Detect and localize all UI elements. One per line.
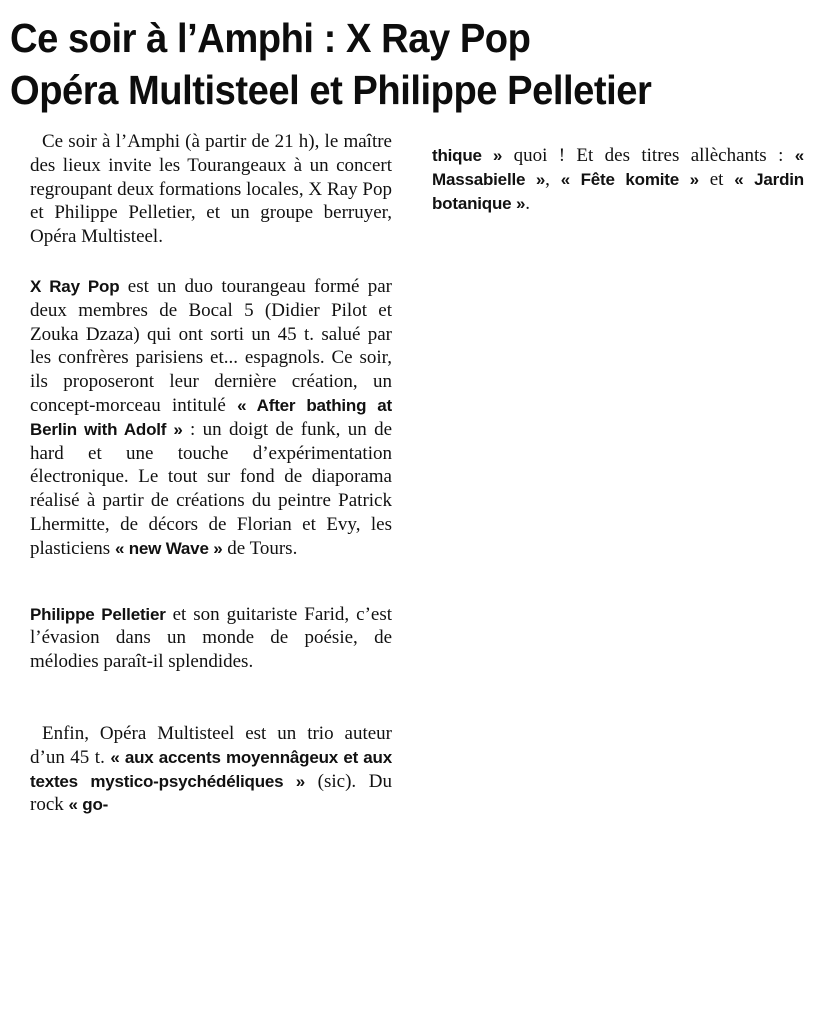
paragraph-intro: Ce soir à l’Amphi (à partir de 21 h), le maître des lieux invite les Tourangeaux à un concert regroupant deux formations locales, X Ray Pop et Philippe Pelletier, et un groupe berruyer, Opéra Multisteel. xyxy=(30,131,392,248)
text-continuation-1: quoi ! Et des titres allèchants : xyxy=(502,145,795,166)
text-x-ray-pop-3: de Tours. xyxy=(222,537,298,559)
text-continuation-end: . xyxy=(525,192,530,214)
text-opera-2: (sic). Du rock xyxy=(30,770,392,816)
text-separator-1: , xyxy=(545,168,561,190)
headline-line-1: Ce soir à l’Amphi : X Ray Pop xyxy=(10,15,531,61)
bold-quote-accents: « aux accents moyennâgeux et aux textes mystico-psychédéliques » xyxy=(30,747,392,791)
bold-title-new-wave: « new Wave » xyxy=(114,538,223,558)
bold-lead-x-ray-pop: X Ray Pop xyxy=(30,276,120,296)
bold-title-fete-komite: « Fête komite » xyxy=(560,169,699,189)
text-separator-2: et xyxy=(698,168,735,190)
text-philippe-pelletier: et son guitariste Farid, c’est l’évasion dans un monde de poésie, de mélodies paraît-il splendides. xyxy=(30,603,392,673)
bold-lead-philippe-pelletier: Philippe Pelletier xyxy=(30,604,166,624)
bold-title-jardin-botanique: « Jardin botanique » xyxy=(432,169,804,213)
bold-quote-gothique-end: thique » xyxy=(432,146,503,165)
headline-line-2: Opéra Multisteel et Philippe Pelletier xyxy=(10,67,652,113)
bold-title-after-bathing: « After bathing at Berlin with Adolf » xyxy=(30,395,392,439)
left-column xyxy=(30,130,392,817)
text-x-ray-pop-1: est un duo tourangeau formé par deux membres de Bocal 5 (Didier Pilot et Zouka Dzaza) qui ont sorti un 45 t. salué par les confrères parisiens et... espagnols. Ce soir, ils proposeront leur dernière création, un concept-morceau intitulé xyxy=(30,275,393,416)
paragraph-opera-multisteel xyxy=(30,722,392,817)
right-column xyxy=(432,144,804,215)
paragraph-philippe-pelletier xyxy=(30,603,392,674)
paragraph-x-ray-pop xyxy=(30,275,392,561)
bold-title-massabielle: « Massabielle » xyxy=(432,146,804,189)
text-x-ray-pop-2: : un doigt de funk, un de hard et une touche d’expérimentation électronique. Le tout sur fond de diaporama réalisé à partir de créations du peintre Patrick Lhermitte, de décors de Florian et Evy, les plasticiens xyxy=(30,418,393,559)
bold-quote-gothique-start: « go- xyxy=(68,795,109,815)
paragraph-continuation xyxy=(432,144,804,215)
text-opera-1: Enfin, Opéra Multisteel est un trio auteur d’un 45 t. xyxy=(30,722,392,768)
headline xyxy=(10,12,759,116)
